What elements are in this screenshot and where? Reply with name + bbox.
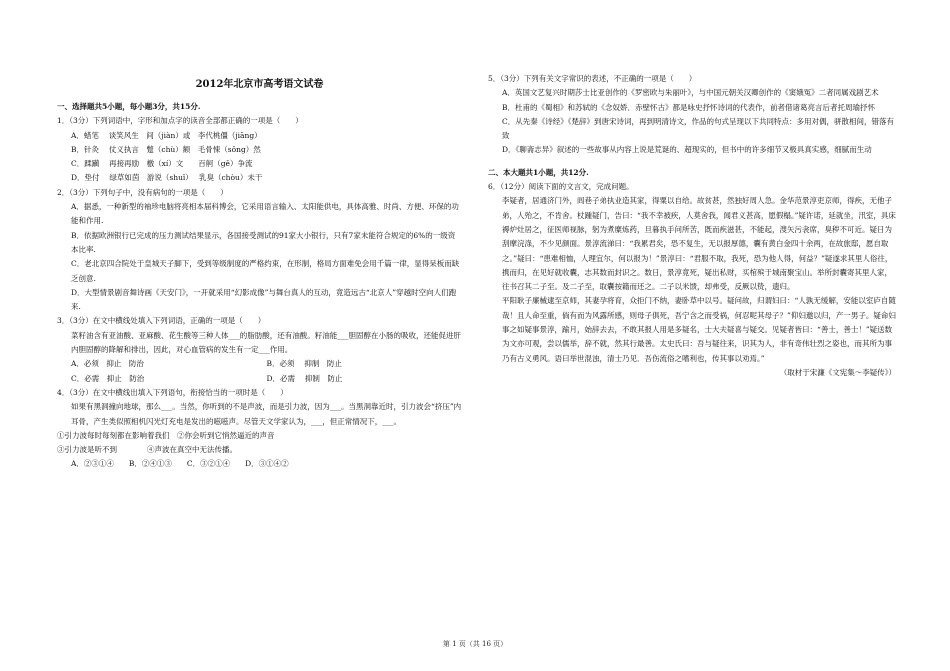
question-2-option-d: D．大型情景剧音舞诗画《天安门》，一开就采用“幻影成像”与舞台真人的互动，竟造远古“北京人”穿越时空向人们跑来. <box>71 287 457 312</box>
question-4-stem: 4．（3分）在文中横线出填入下列语句，衔接恰当的一项时是（ ） <box>57 387 288 397</box>
question-1-option-b: B．针灸 仗义执言 蹩（chù）额 毛骨悚（sǒng）然 <box>71 144 261 154</box>
question-1-option-d: D．垫付 绿草如茵 游说（shuǐ） 乳臭（chòu）未干 <box>71 173 263 183</box>
left-column <box>57 0 462 472</box>
question-3-options-row-2 <box>57 372 462 386</box>
section-heading-1: 一、选择题共5小题，每小题3分，共15分. <box>57 102 201 111</box>
question-1-option-a: A．蜡笔 谈笑风生 间（jiàn）或 李代桃僵（jiāng） <box>71 130 262 140</box>
question-4-passage: 如果有黑洞撞向地球，那么___。当然，你听到的不是声波，而是引力波，因为___。当黑洞靠近时，引力波会“挤压”内耳骨，产生类似照相机闪光灯充电是发出的嗞嗞声。尽管天文学家认为，___，但正常情况下，___。 <box>71 402 462 426</box>
question-3-option-d: D．必需 抑制 防止 <box>266 373 343 383</box>
question-3-options-row-1 <box>57 357 462 371</box>
question-6-passage-1: 李疑者，居通济门外，闾巷子弟执业造其家，得粟以自给。故贫甚，然独好周人急。金华范景淳吏京师，得疾，无他子弟，人殆之，不肯舍。杖踵疑门，告曰：“我不幸被疾，人莫舍我，闻君义甚高，愿假榻。”疑许诺，延就坐，汛室，具床褥炉灶居之，征医师视脉，躬为煮糜炼药，旦暮执手问所苦，既而疾滋甚，不能起，溲矢污衾席，臭秽不可近。疑日为刮摩浣涤，不少见颜面。景淳流涕曰：“我累君矣，恐不复生，无以报厚德，囊有黄白金四十余两，在故旅邸，愿自取之。”疑曰：“患难相恤，人理宜尔，何以报为！”景淳曰：“君服不取，我死，恐为他人得，何益？”疑遂求其里人俗往，携而归，在见好就收囊，志其数而封识之。数日，景淳竟死，疑出私财，买棺殡于城南聚宝山。举所封囊寄其里人家，往书召其二子至。及二子至，取囊按籍而还之。二子以米馈，却弗受，反厥以贽，遗归。 <box>502 196 896 292</box>
question-2-option-b: B．依据欧洲银行已完成的压力测试结果显示，各国接受测试的91家大小银行，只有7家未能符合规定的6%的一级资本比率. <box>71 230 456 254</box>
question-1-option-c: C．蹂躏 再接再励 檄（xí）文 百舸（gě）争流 <box>71 159 253 169</box>
question-3-option-c: C．必需 抑止 防治 <box>71 373 145 383</box>
question-3-option-b: B．必须 抑制 防止 <box>266 359 342 369</box>
question-3-stem: 3．（3分）在文中横线处填入下列词语，正确的一项是（ ） <box>57 316 266 326</box>
question-5-stem: 5．（3分）下列有关文字常识的表述，不正确的一项是（ ） <box>488 74 697 83</box>
page-number: 第 1 页（共 16 页） <box>442 640 508 648</box>
question-2-stem: 2．（3分）下列句子中，没有病句的一项是（ ） <box>57 187 228 197</box>
question-4-sentences-1: ①引力波每时每刻都在影响着我们 ②你会听到它悄然逼近的声音 <box>57 430 275 440</box>
question-6-passage-2: 平阳耿子廉械逮至京师，其妻孕将育，众拒门不纳，妻卧草中以号。疑问故，归谓妇曰：“人孰无缓解，安能以室庐自随哉！且人命至重，倘有而为风露所感，则母子俱死，吾宁含之而受祸，何忍呢其母子？”仰妇邀以归，产一男子。疑命妇事之如疑事景淳，踰月，始辞去去，不敢其报人用是多疑名，士大夫疑喜与疑交。见疑者皆曰：“善士，善士！”疑送数为文亦可观，尝以儒举，辞不就，然其行最善。太史氏曰：吾与疑往来，识其为人，非有奇伟壮烈之姿也，而其所为事乃有古义勇风。语曰举世混浊，清士乃见．吾伤流俗之嗜利也，传其事以劝焉。” <box>502 296 896 363</box>
question-4-options: A．②③①④ B．②④①③ C．③②①④ D．③①④② <box>71 459 289 469</box>
question-5-option-b: B．杜甫的《蜀相》和苏轼的《念奴娇．赤壁怀古》都是咏史抒怀诗词的代表作，前者借诸葛亮言后者托周瑜抒怀 <box>502 102 876 112</box>
question-2-option-c: C．老北京四合院处于皇城天子脚下，受到等级制度的严格约束，在形制，格局方面难免会用千篇一律，显得呆板而缺乏创意. <box>71 259 460 283</box>
right-column <box>488 0 896 380</box>
question-3-option-a: A．必须 抑止 防治 <box>71 359 144 369</box>
question-6-source: （取材于宋濂《文宪集～李疑传》） <box>779 367 896 377</box>
question-2-option-a: A．据悉，一种新型的袖珍电脑将亮相本届科博会，它采用语言输入、太阳能供电，具体高雅、时尚、方便、环保的功能和作用. <box>71 202 459 226</box>
question-6-stem: 6．（12分）阅读下面的文言文，完成问题。 <box>488 182 634 192</box>
page-title: 2012年北京市高考语文试卷 <box>195 79 324 90</box>
question-4-sentences-2: ③引力波是听不到 ④声波在真空中无法传播。 <box>57 445 237 455</box>
section-heading-2: 二、本大题共1小题，共12分. <box>488 167 589 177</box>
question-1-stem: 1．（3分）下列词语中，字形和加点字的读音全部都正确的一项是（ ） <box>57 116 303 126</box>
question-3-passage: 菜籽油含有亚油酸、亚麻酸、花生酸等三种人体___的脂肪酸，还有油酸。籽油能___胆固醇在小肠的吸收，还能促进肝内胆固醇的降解和排出，因此，对心血管病的发生有一定___作用。 <box>71 330 461 355</box>
question-5-option-d: D．《聊斋志异》叙述的一些故事从内容上说是荒诞的、超现实的，但书中的许多细节又极具真实感，细腻而生动 <box>502 145 872 155</box>
question-5-option-a: A．英国文艺复兴时期莎士比亚创作的《罗密欧与朱丽叶》，与中国元朝关汉卿创作的《窦娥冤》二者同属戏剧艺术 <box>502 88 879 98</box>
question-5-option-c: C．从先秦《诗经》《楚辞》到唐宋诗词，再到明清诗文，作品的句式呈现以下共同特点：多用对偶，骈散相间，错落有致 <box>502 116 894 141</box>
